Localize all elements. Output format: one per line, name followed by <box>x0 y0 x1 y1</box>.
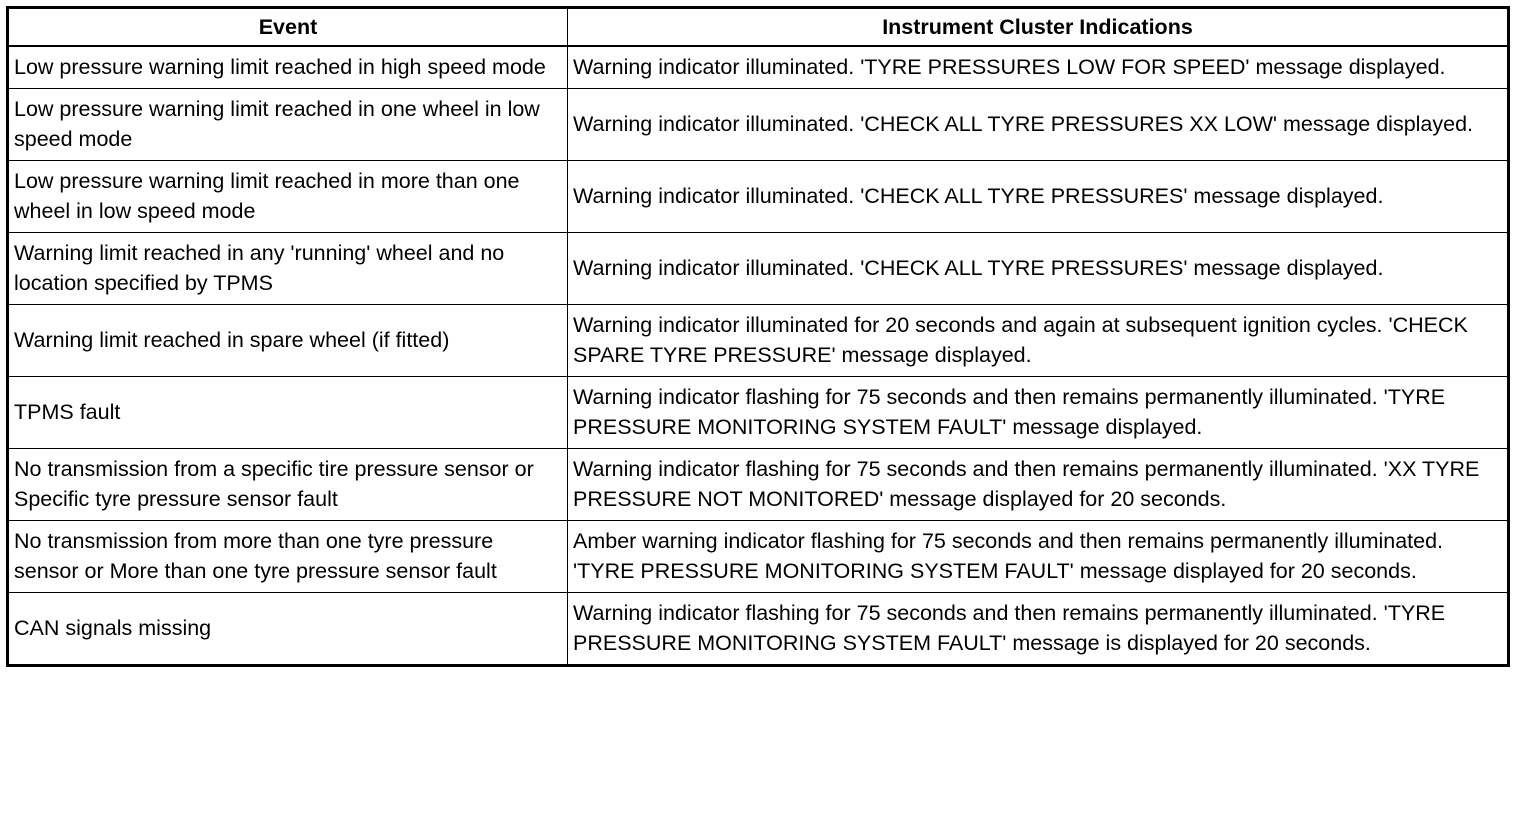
table-header-row <box>8 8 1509 47</box>
table-row <box>8 89 1509 161</box>
event-cell: Warning limit reached in any 'running' wheel and no location specified by TPMS <box>8 233 568 305</box>
table-row <box>8 161 1509 233</box>
event-cell: Low pressure warning limit reached in more than one wheel in low speed mode <box>8 161 568 233</box>
table-row <box>8 521 1509 593</box>
event-cell: Low pressure warning limit reached in one wheel in low speed mode <box>8 89 568 161</box>
indication-cell: Warning indicator illuminated. 'TYRE PRESSURES LOW FOR SPEED' message displayed. <box>568 46 1509 89</box>
table-row <box>8 305 1509 377</box>
table-row <box>8 449 1509 521</box>
indication-cell: Warning indicator flashing for 75 seconds and then remains permanently illuminated. 'TYRE PRESSURE MONITORING SYSTEM FAULT' message displayed. <box>568 377 1509 449</box>
event-cell: Low pressure warning limit reached in high speed mode <box>8 46 568 89</box>
indication-cell: Warning indicator flashing for 75 seconds and then remains permanently illuminated. 'XX TYRE PRESSURE NOT MONITORED' message displayed for 20 seconds. <box>568 449 1509 521</box>
event-cell: No transmission from more than one tyre pressure sensor or More than one tyre pressure sensor fault <box>8 521 568 593</box>
table-row <box>8 46 1509 89</box>
table-row <box>8 593 1509 666</box>
event-indication-table <box>6 6 1510 667</box>
indication-cell: Warning indicator flashing for 75 seconds and then remains permanently illuminated. 'TYRE PRESSURE MONITORING SYSTEM FAULT' message is displayed for 20 seconds. <box>568 593 1509 666</box>
event-cell: TPMS fault <box>8 377 568 449</box>
indication-cell: Warning indicator illuminated. 'CHECK ALL TYRE PRESSURES XX LOW' message displayed. <box>568 89 1509 161</box>
table-row <box>8 377 1509 449</box>
indication-cell: Warning indicator illuminated. 'CHECK ALL TYRE PRESSURES' message displayed. <box>568 161 1509 233</box>
column-header-indications: Instrument Cluster Indications <box>568 8 1509 47</box>
indication-cell: Warning indicator illuminated for 20 seconds and again at subsequent ignition cycles. 'CHECK SPARE TYRE PRESSURE' message displayed. <box>568 305 1509 377</box>
indication-cell: Warning indicator illuminated. 'CHECK ALL TYRE PRESSURES' message displayed. <box>568 233 1509 305</box>
event-cell: Warning limit reached in spare wheel (if fitted) <box>8 305 568 377</box>
table-row <box>8 233 1509 305</box>
column-header-event: Event <box>8 8 568 47</box>
event-cell: No transmission from a specific tire pressure sensor or Specific tyre pressure sensor fault <box>8 449 568 521</box>
indication-cell: Amber warning indicator flashing for 75 seconds and then remains permanently illuminated. 'TYRE PRESSURE MONITORING SYSTEM FAULT' message displayed for 20 seconds. <box>568 521 1509 593</box>
event-cell: CAN signals missing <box>8 593 568 666</box>
